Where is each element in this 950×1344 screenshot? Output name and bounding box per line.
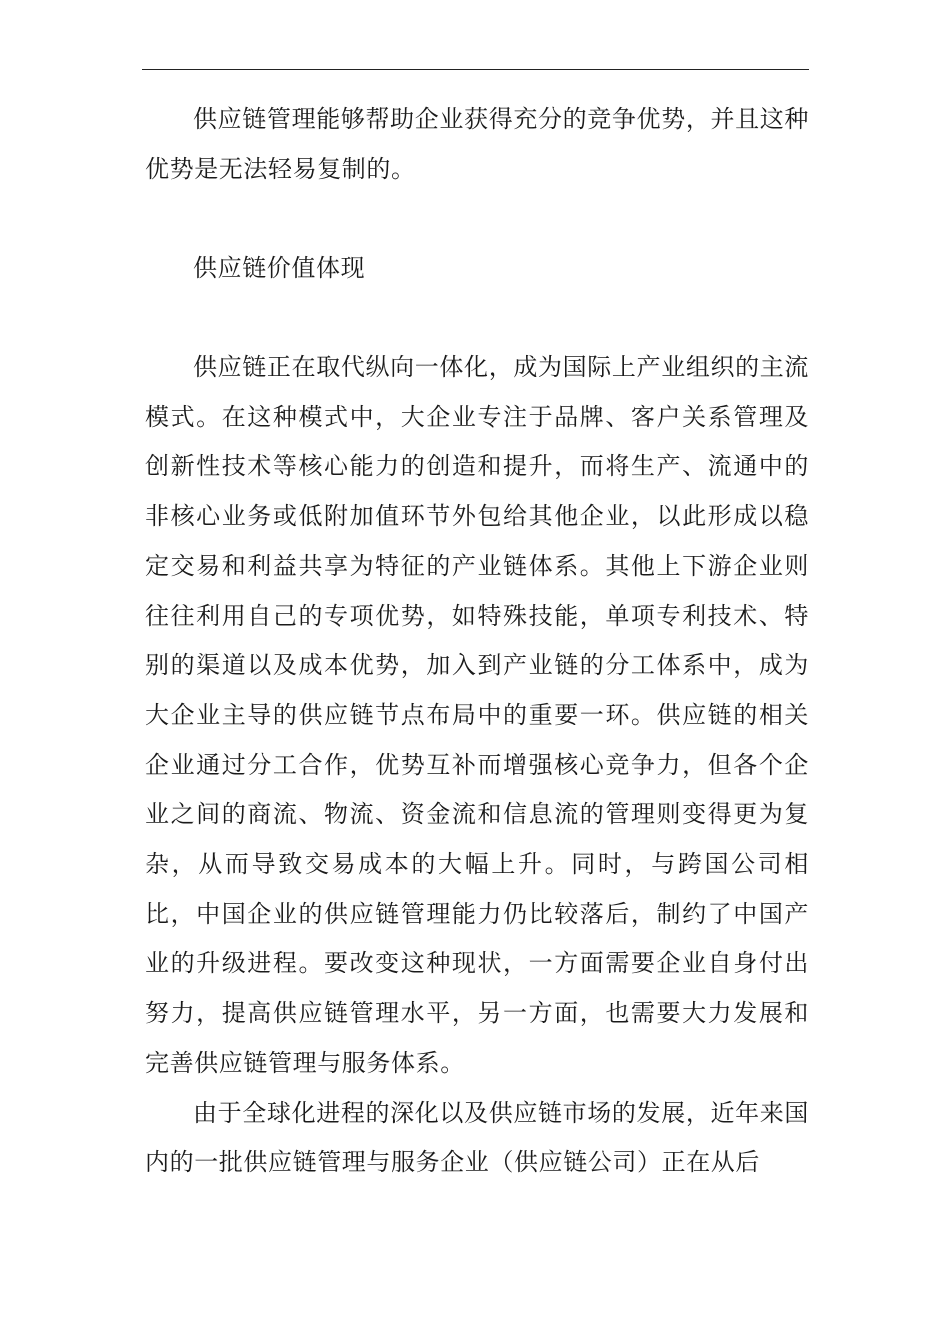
paragraph-supply-chain-model: 供应链正在取代纵向一体化，成为国际上产业组织的主流模式。在这种模式中，大企业专注于品牌、客户关系管理及创新性技术等核心能力的创造和提升，而将生产、流通中的非核心业务或低附加值环节外包给其他企业，以此形成以稳定交易和利益共享为特征的产业链体系。其他上下游企业则往往利用自己的专项优势，如特殊技能，单项专利技术、特别的渠道以及成本优势，加入到产业链的分工体系中，成为大企业主导的供应链节点布局中的重要一环。供应链的相关企业通过分工合作，优势互补而增强核心竞争力，但各个企业之间的商流、物流、资金流和信息流的管理则变得更为复杂，从而导致交易成本的大幅上升。同时，与跨国公司相比，中国企业的供应链管理能力仍比较落后，制约了中国产业的升级进程。要改变这种现状，一方面需要企业自身付出努力，提高供应链管理水平，另一方面，也需要大力发展和完善供应链管理与服务体系。 (145, 353, 809, 1077)
text-block-intro (145, 95, 809, 194)
section-heading: 供应链价值体现 (193, 254, 366, 282)
text-block-heading (145, 244, 809, 294)
header-rule (142, 69, 809, 70)
text-block-body (145, 343, 809, 1188)
paragraph-globalization: 由于全球化进程的深化以及供应链市场的发展，近年来国内的一批供应链管理与服务企业（供应链公司）正在从后 (145, 1098, 809, 1177)
paragraph-competitive-advantage: 供应链管理能够帮助企业获得充分的竞争优势，并且这种优势是无法轻易复制的。 (145, 105, 809, 183)
